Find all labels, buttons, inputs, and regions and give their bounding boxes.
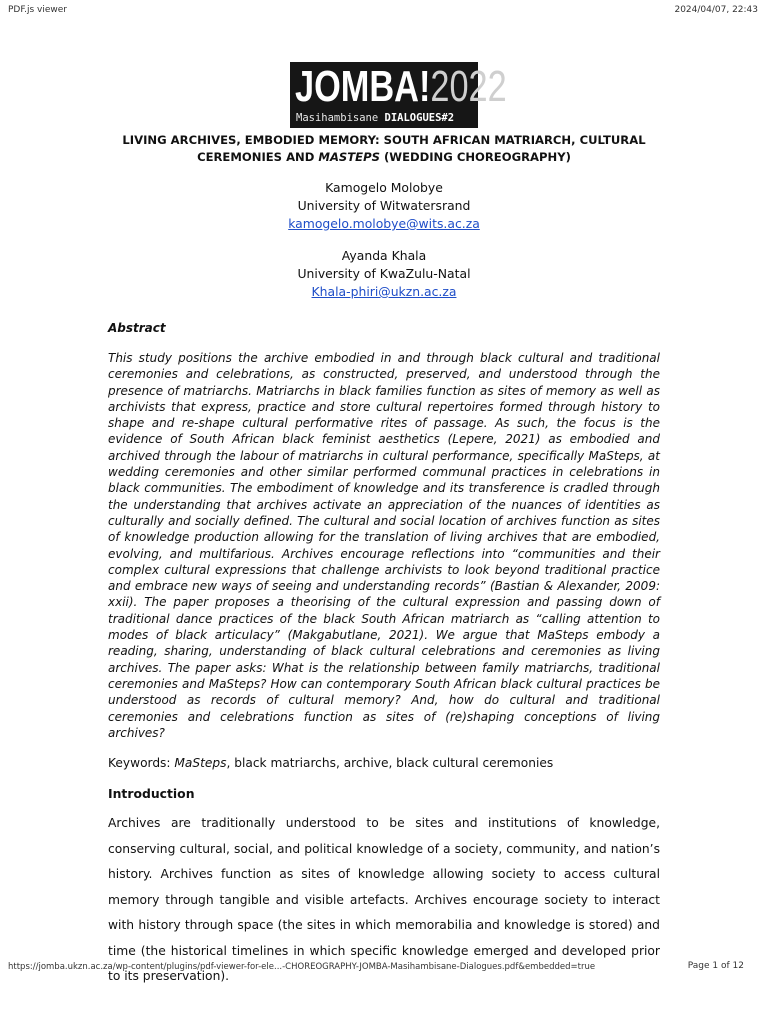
author-name: Ayanda Khala [341, 248, 427, 263]
keywords: Keywords: MaSteps, black matriarchs, archive, black cultural ceremonies [108, 756, 554, 771]
author-email-link[interactable]: Khala-phiri@ukzn.ac.za [311, 284, 457, 299]
page-url: https://jomba.ukzn.ac.za/wp-content/plugins/pdf-viewer-for-ele...-CHOREOGRAPHY-JOMBA-Masihambisane-Dialogues.pdf&embedded=true [8, 962, 596, 972]
print-timestamp: 2024/04/07, 22:43 [674, 5, 758, 15]
jomba-logo [290, 62, 507, 128]
introduction-text: Archives are traditionally understood to be sites and institutions of knowledge, conserving cultural, social, and political knowledge of a society, community, and nation’s history. Archives function as sites of knowledge allowing society to access cultural memory through tangible and visible artefacts. Archives encourage society to interact with history through space (the sites in which memorabilia and knowledge is stored) and time (the historical timelines in which specific knowledge emerged and developed prior to its preservation). [108, 816, 660, 984]
print-footer [0, 960, 768, 974]
author-affiliation: University of KwaZulu-Natal [297, 266, 471, 281]
author-name: Kamogelo Molobye [325, 180, 443, 195]
paper-title: LIVING ARCHIVES, EMBODIED MEMORY: SOUTH AFRICAN MATRIARCH, CULTURAL CEREMONIES AND MASTEPS (WEDDING CHOREOGRAPHY) [122, 133, 646, 164]
author-affiliation: University of Witwatersrand [297, 198, 471, 213]
author-email-link[interactable]: kamogelo.molobye@wits.ac.za [288, 216, 480, 231]
logo-subtitle: Masihambisane DIALOGUES#2 [296, 112, 455, 124]
abstract-text: This study positions the archive embodied in and through black cultural and traditional ceremonies and celebrations, as constructed, preserved, and understood through the presence of matriarchs. Matriarchs in black families function as sites of memory as well as archivists that express, practice and store cultural repertoires formed through history to shape and re-shape cultural performative rites of passage. As such, the focus is the evidence of South African black feminist aesthetics (Lepere, 2021) as embodied and archived through the labour of matriarchs in cultural performance, specifically MaSteps, at wedding ceremonies and other similar performed communal practices in celebrations in black communities. The embodiment of knowledge and its transference is cradled through the understanding that archives activate an appreciation of the nuances of identities as culturally and socially defined. The cultural and social location of archives function as sites of knowledge production allowing for the translation of living archives that are embodied, evolving, and multifarious. Archives encourage reflections into “communities and their complex cultural expressions that challenge archivists to look beyond traditional practice and embrace new ways of seeing and understanding records” (Bastian & Alexander, 2009: xxii). The paper proposes a theorising of the cultural expression and passing down of traditional dance practices of the black South African matriarch as “calling attention to modes of black articulacy” (Makgabutlane, 2021). We argue that MaSteps embody a reading, sharing, understanding of black cultural celebrations and ceremonies as living archives. The paper asks: What is the relationship between family matriarchs, traditional ceremonies and MaSteps? How can contemporary South African black cultural practices be understood as records of cultural memory? And, how do cultural and traditional ceremonies and celebrations function as sites of (re)shaping conceptions of living archives? [108, 351, 660, 740]
app-title: PDF.js viewer [8, 5, 67, 15]
logo-wordmark: JOMBA!2022 [295, 62, 507, 111]
abstract-heading: Abstract [108, 321, 166, 335]
introduction-heading: Introduction [108, 786, 195, 802]
pdf-page [108, 132, 660, 990]
author-block [108, 179, 660, 301]
page-indicator: Page 1 of 12 [687, 961, 744, 971]
print-header [0, 0, 768, 20]
